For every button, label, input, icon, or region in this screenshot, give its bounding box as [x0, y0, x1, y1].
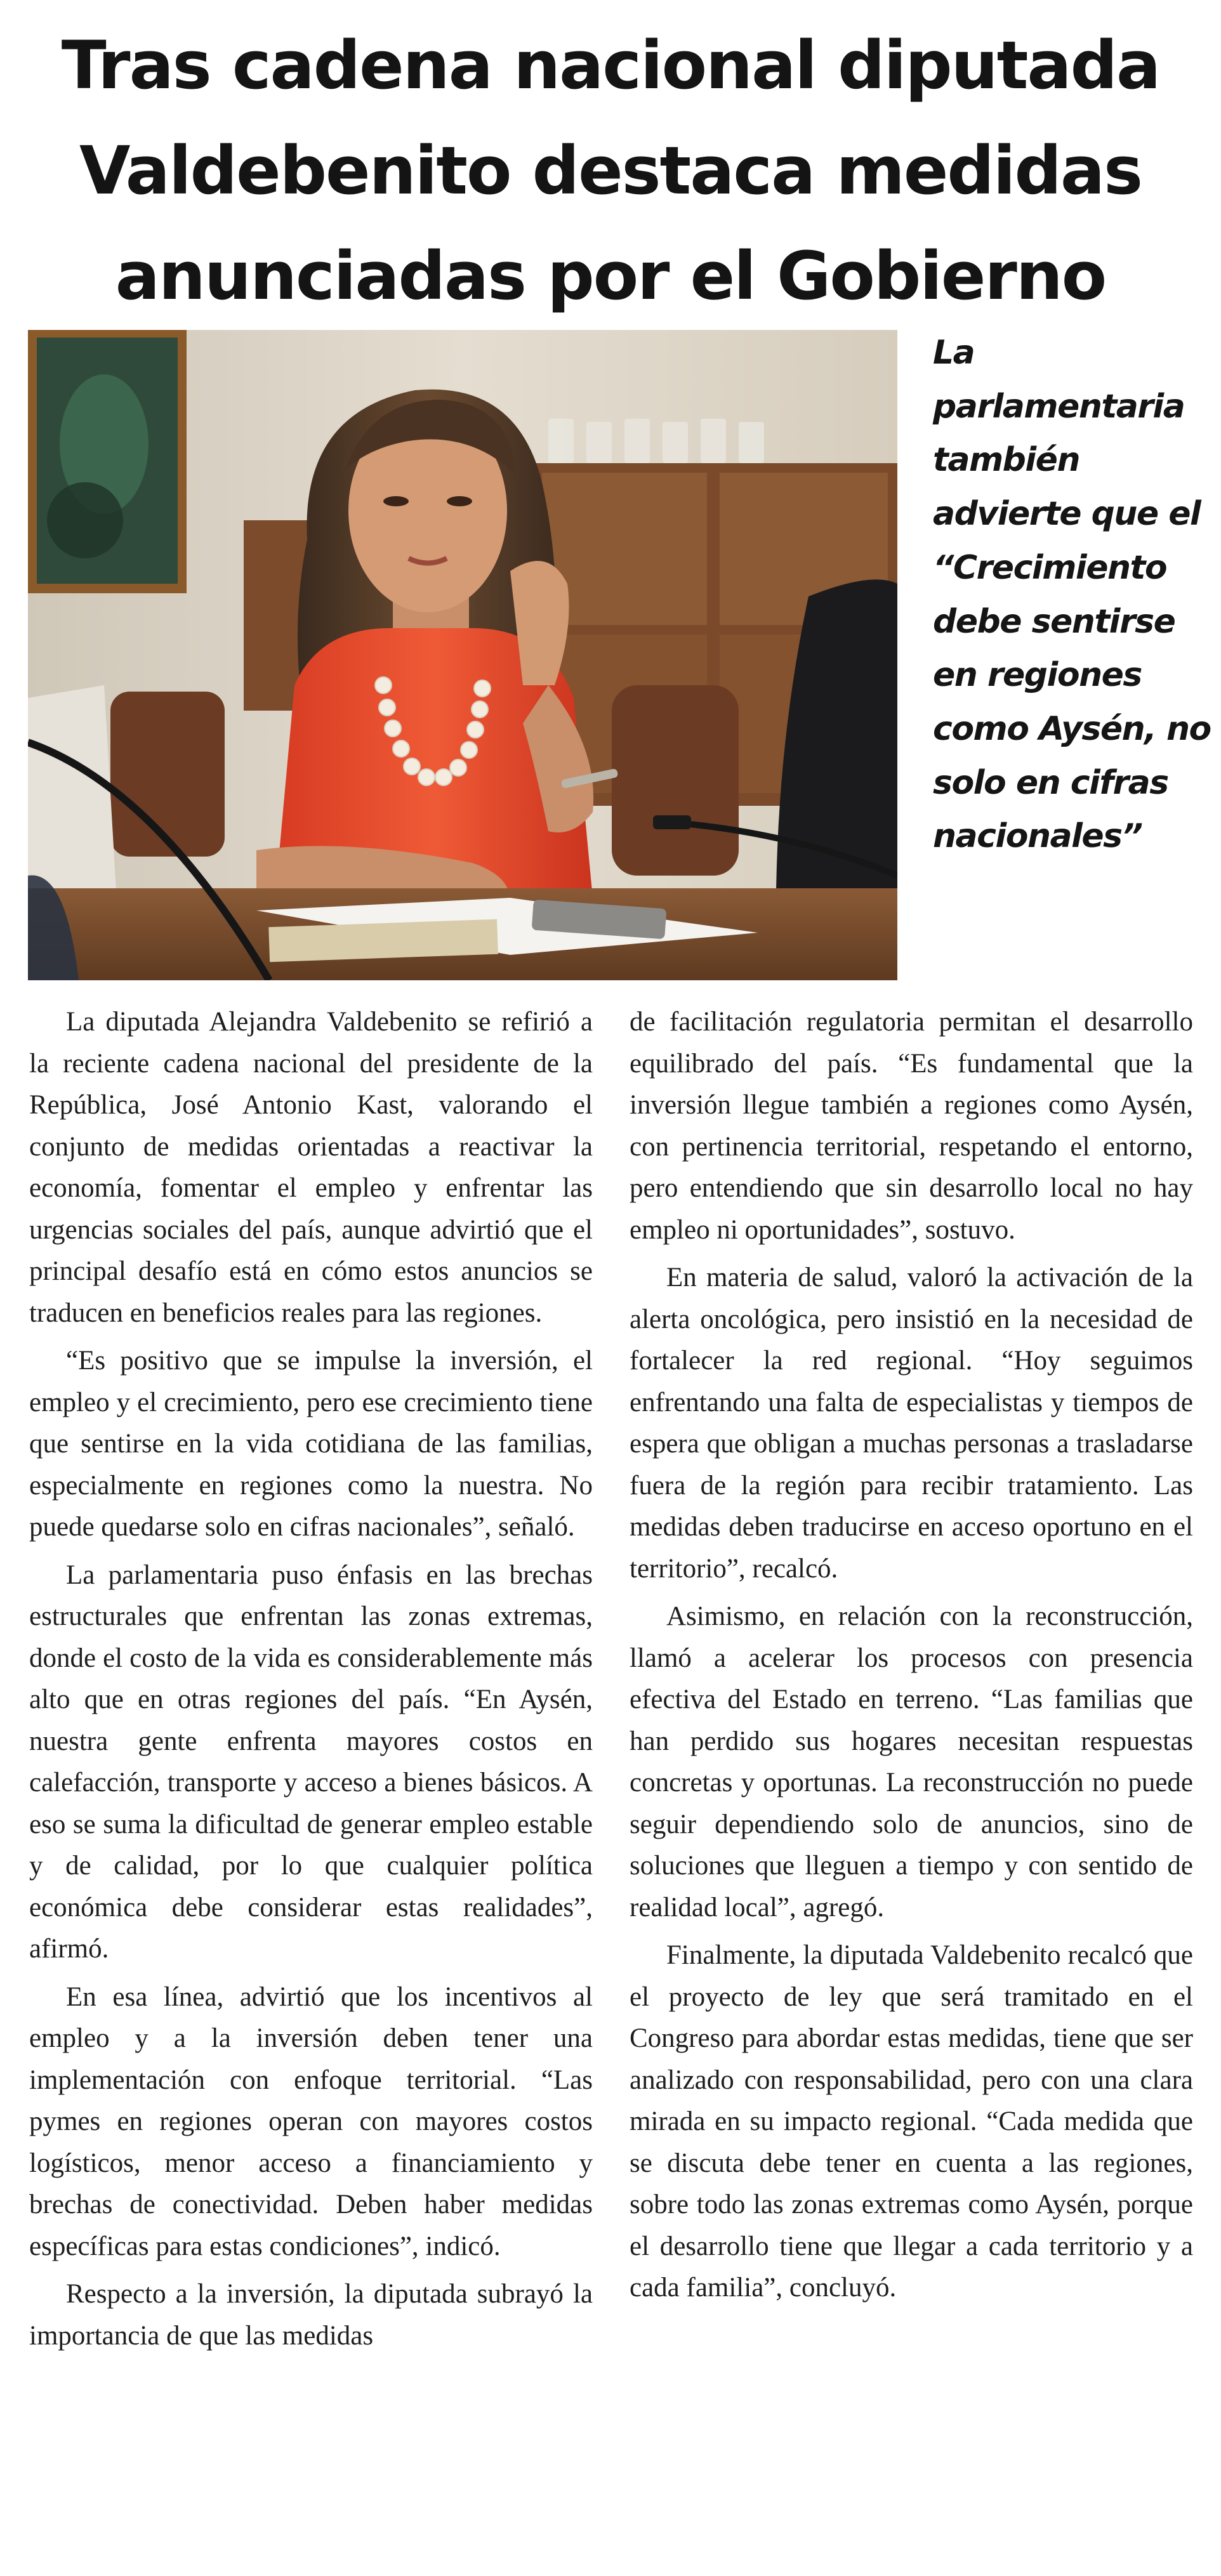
- body-paragraph: La parlamentaria puso énfasis en las brechas estructurales que enfrentan las zonas extremas, donde el costo de la vida es considerablemente más alto que en otras regiones del país. “En Aysén, nuestra gente enfrenta mayores costos en calefacción, transporte y acceso a bienes básicos. A eso se suma la dificultad de generar empleo estable y de calidad, por lo que cualquier política económica debe considerar estas realidades”, afirmó.: [29, 1560, 593, 1964]
- body-paragraph: Finalmente, la diputada Valdebenito recalcó que el proyecto de ley que será tramitado en el Congreso para abordar estas medidas, tiene que ser analizado con responsabilidad, pero con una clara mirada en su impacto regional. “Cada medida que se discuta debe tener en cuenta a las regiones, sobre todo las zonas extremas como Aysén, porque el desarrollo tiene que llegar a cada territorio y a cada familia”, concluyó.: [630, 1940, 1193, 2303]
- pull-quote: La parlamentaria también advierte que el “Crecimiento debe sentirse en regiones como Aysén, no solo en cifras nacionales”: [933, 334, 1211, 856]
- article-headline: Tras cadena nacional diputada Valdebenito destaca medidas anunciadas por el Gobierno: [61, 27, 1160, 315]
- body-paragraph: Asimismo, en relación con la reconstrucción, llamó a acelerar los procesos con presencia efectiva del Estado en terreno. “Las familias que han perdido sus hogares necesitan respuestas concretas y oportunas. La reconstrucción no puede seguir dependiendo solo de anuncios, sino de soluciones que lleguen a tiempo y con sentido de realidad local”, agregó.: [630, 1601, 1193, 1922]
- photo-illustration: [28, 330, 897, 980]
- body-column-right: [630, 1001, 1193, 2315]
- body-paragraph: Respecto a la inversión, la diputada subrayó la importancia de que las medidas: [29, 2279, 593, 2351]
- body-column-left: [29, 1001, 593, 2363]
- article-photo: [28, 330, 897, 980]
- body-paragraph: “Es positivo que se impulse la inversión, el empleo y el crecimiento, pero ese crecimiento tiene que sentirse en la vida cotidiana de las familias, especialmente en regiones como la nuestra. No puede quedarse solo en cifras nacionales”, señaló.: [29, 1346, 593, 1542]
- body-paragraph: La diputada Alejandra Valdebenito se refirió a la reciente cadena nacional del presidente de la República, José Antonio Kast, valorando el conjunto de medidas orientadas a reactivar la economía, fomentar el empleo y enfrentar las urgencias sociales del país, aunque advirtió que el principal desafío está en cómo estos anuncios se traducen en beneficios reales para las regiones.: [29, 1007, 593, 1328]
- body-paragraph: de facilitación regulatoria permitan el desarrollo equilibrado del país. “Es fundamental que la inversión llegue también a regiones como Aysén, con pertinencia territorial, respetando el entorno, pero entendiendo que sin desarrollo local no hay empleo ni oportunidades”, sostuvo.: [630, 1007, 1193, 1245]
- body-paragraph: En esa línea, advirtió que los incentivos al empleo y a la inversión deben tener una implementación con enfoque territorial. “Las pymes en regiones operan con mayores costos logísticos, menor acceso a financiamiento y brechas de conectividad. Deben haber medidas específicas para estas condiciones”, indicó.: [29, 1981, 593, 2261]
- body-paragraph: En materia de salud, valoró la activación de la alerta oncológica, pero insistió en la necesidad de fortalecer la red regional. “Hoy seguimos enfrentando una falta de especialistas y tiempos de espera que obligan a muchas personas a trasladarse fuera de la región para recibir tratamiento. Las medidas deben traducirse en acceso oportuno en el territorio”, recalcó.: [630, 1263, 1193, 1584]
